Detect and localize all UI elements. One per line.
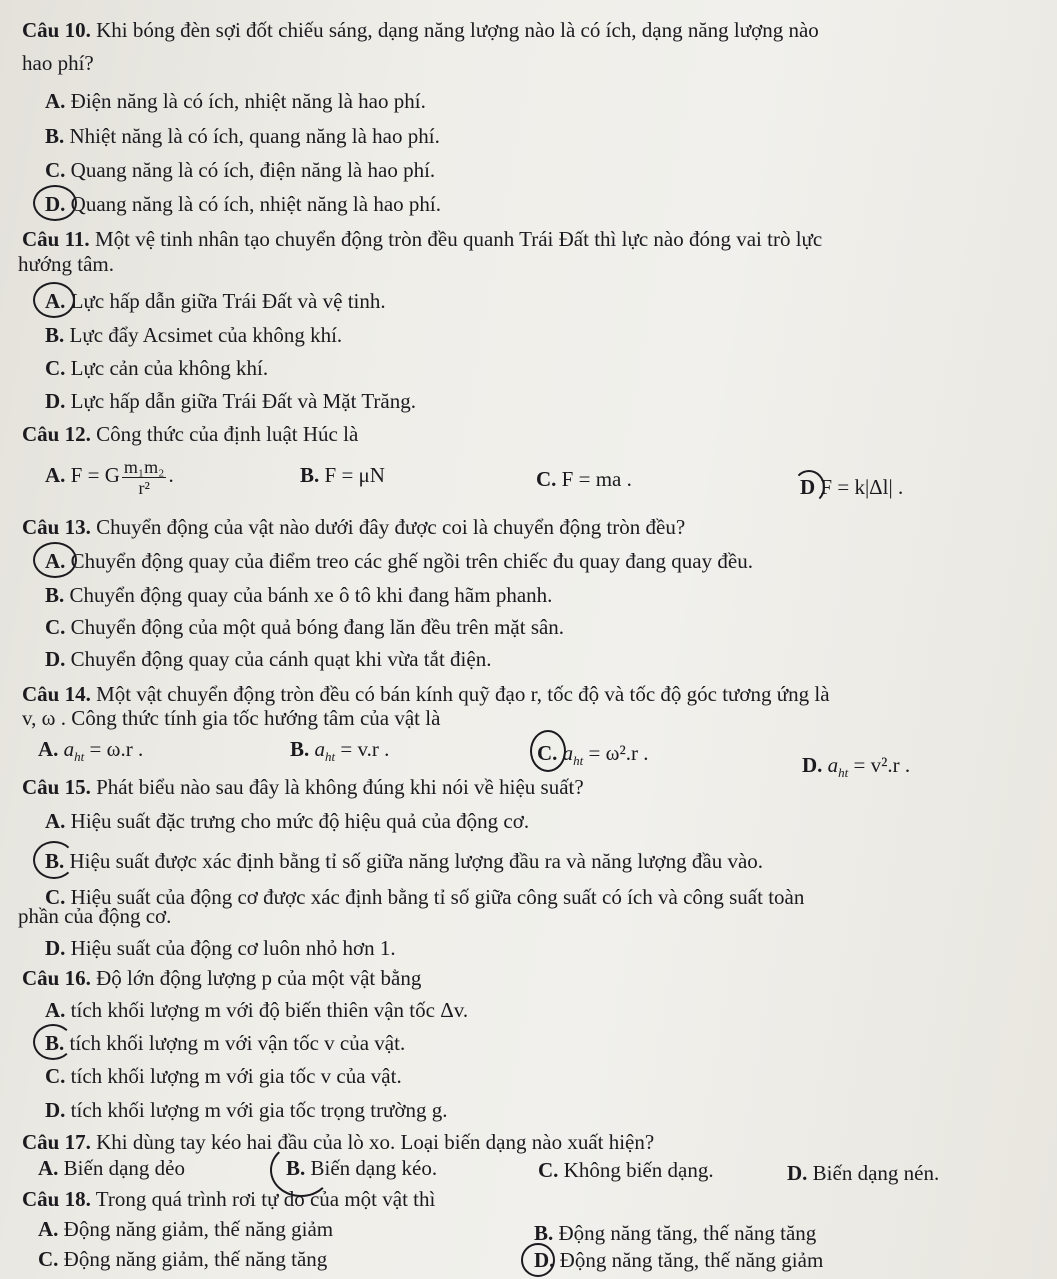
question-15-text: Phát biểu nào sau đây là không đúng khi nói về hiệu suất?	[96, 775, 584, 799]
question-16-text: Độ lớn động lượng p của một vật bằng	[96, 966, 422, 990]
question-11-stem	[22, 226, 822, 252]
q16-option-a[interactable]: A. tích khối lượng m với độ biến thiên vận tốc Δv.	[45, 998, 469, 1022]
q17-option-d[interactable]: D. Biến dạng nén.	[787, 1161, 940, 1185]
question-16-stem	[22, 965, 421, 991]
q13-option-a[interactable]: A. Chuyển động quay của điểm treo các ghế ngồi trên chiếc đu quay đang quay đều.	[45, 549, 753, 573]
question-10-label: Câu 10.	[22, 18, 91, 42]
q11-option-a[interactable]: A. Lực hấp dẫn giữa Trái Đất và vệ tinh.	[45, 289, 386, 313]
q12-option-a[interactable]: A. F = G $\frac{\text{m₁m₂}}{\text{r²}}$ .	[45, 456, 174, 498]
q10-option-a[interactable]: A. Điện năng là có ích, nhiệt năng là hao phí.	[45, 89, 426, 113]
q16-option-b[interactable]: B. tích khối lượng m với vận tốc v của vật.	[45, 1031, 406, 1055]
q17-option-c[interactable]: C. Không biến dạng.	[538, 1158, 714, 1182]
question-17-stem	[22, 1129, 654, 1155]
q14-option-a[interactable]: A. $a_{ht} = \omega.r$ .	[38, 737, 144, 765]
question-15-label: Câu 15.	[22, 775, 91, 799]
question-10-text: Khi bóng đèn sợi đốt chiếu sáng, dạng năng lượng nào là có ích, dạng năng lượng nào	[96, 18, 819, 42]
q15-option-d[interactable]: D. Hiệu suất của động cơ luôn nhỏ hơn 1.	[45, 936, 396, 960]
q14-option-b[interactable]: B. $a_{ht} = v.r$ .	[290, 737, 390, 765]
q18-option-d[interactable]: D. Động năng tăng, thế năng giảm	[534, 1248, 824, 1272]
question-13-text: Chuyển động của vật nào dưới đây được coi là chuyển động tròn đều?	[96, 515, 686, 539]
q11-option-c[interactable]: C. Lực cản của không khí.	[45, 356, 269, 380]
question-12-text: Công thức của định luật Húc là	[96, 422, 359, 446]
q12-option-c[interactable]: C. F = ma .	[536, 467, 632, 491]
question-11-label: Câu 11.	[22, 227, 90, 251]
q13-option-b[interactable]: B. Chuyển động quay của bánh xe ô tô khi đang hãm phanh.	[45, 583, 553, 607]
question-17-label: Câu 17.	[22, 1130, 91, 1154]
question-14-stem	[22, 681, 830, 707]
q14-option-c[interactable]: C. $a_{ht} = \omega^2.r$ .	[537, 741, 649, 769]
question-10-stem	[22, 17, 819, 43]
q15-option-c-cont: phần của động cơ.	[18, 904, 172, 928]
question-14-text: Một vật chuyển động tròn đều có bán kính quỹ đạo r, tốc độ và tốc độ góc tương ứng là	[96, 682, 830, 706]
q18-option-a[interactable]: A. Động năng giảm, thế năng giảm	[38, 1217, 334, 1241]
question-18-label: Câu 18.	[22, 1187, 91, 1211]
question-11-text: Một vệ tinh nhân tạo chuyển động tròn đều quanh Trái Đất thì lực nào đóng vai trò lực	[94, 227, 823, 251]
q10-option-c[interactable]: C. Quang năng là có ích, điện năng là hao phí.	[45, 158, 436, 182]
q10-option-d[interactable]: D. Quang năng là có ích, nhiệt năng là hao phí.	[45, 192, 441, 216]
question-15-stem	[22, 774, 584, 800]
q12-option-d[interactable]: D F = k|Δl| .	[800, 475, 904, 499]
q17-option-b[interactable]: B. Biến dạng kéo.	[286, 1156, 438, 1180]
q10-option-b[interactable]: B. Nhiệt năng là có ích, quang năng là hao phí.	[45, 124, 440, 148]
question-10-stem-cont: hao phí?	[22, 51, 94, 75]
q12-a-fraction: $\frac{\text{m₁m₂}}{\text{r²}}$	[123, 456, 165, 498]
q18-option-b[interactable]: B. Động năng tăng, thế năng tăng	[534, 1221, 817, 1245]
question-13-stem	[22, 514, 685, 540]
q12-option-b[interactable]: B. F = μN	[300, 463, 385, 487]
q16-option-d[interactable]: D. tích khối lượng m với gia tốc trọng trường g.	[45, 1098, 448, 1122]
question-14-label: Câu 14.	[22, 682, 91, 706]
q15-option-c[interactable]: C. Hiệu suất của động cơ được xác định bằng tỉ số giữa công suất có ích và công suất toàn	[45, 885, 805, 909]
q17-option-a[interactable]: A. Biến dạng dẻo	[38, 1156, 185, 1180]
q13-option-d[interactable]: D. Chuyển động quay của cánh quạt khi vừa tắt điện.	[45, 647, 492, 671]
question-16-label: Câu 16.	[22, 966, 91, 990]
q13-option-c[interactable]: C. Chuyển động của một quả bóng đang lăn đều trên mặt sân.	[45, 615, 565, 639]
q18-option-c[interactable]: C. Động năng giảm, thế năng tăng	[38, 1247, 328, 1271]
q14-option-d[interactable]: D. $a_{ht} = v^2.r$ .	[802, 753, 911, 781]
question-12-label: Câu 12.	[22, 422, 91, 446]
q16-option-c[interactable]: C. tích khối lượng m với gia tốc v của vật.	[45, 1064, 402, 1088]
q15-option-b[interactable]: B. Hiệu suất được xác định bằng tỉ số giữa năng lượng đầu ra và năng lượng đầu vào.	[45, 849, 764, 873]
q15-option-a[interactable]: A. Hiệu suất đặc trưng cho mức độ hiệu quả của động cơ.	[45, 809, 530, 833]
question-12-stem	[22, 421, 358, 447]
question-11-stem-cont: hướng tâm.	[18, 252, 114, 276]
question-17-text: Khi dùng tay kéo hai đầu của lò xo. Loại biến dạng nào xuất hiện?	[96, 1130, 655, 1154]
question-14-stem-cont: v, ω . Công thức tính gia tốc hướng tâm của vật là	[22, 706, 441, 730]
question-13-label: Câu 13.	[22, 515, 91, 539]
question-18-stem	[22, 1186, 435, 1212]
question-18-text: Trong quá trình rơi tự do của một vật thì	[95, 1187, 436, 1211]
q11-option-b[interactable]: B. Lực đẩy Acsimet của không khí.	[45, 323, 343, 347]
q11-option-d[interactable]: D. Lực hấp dẫn giữa Trái Đất và Mặt Trăng.	[45, 389, 416, 413]
